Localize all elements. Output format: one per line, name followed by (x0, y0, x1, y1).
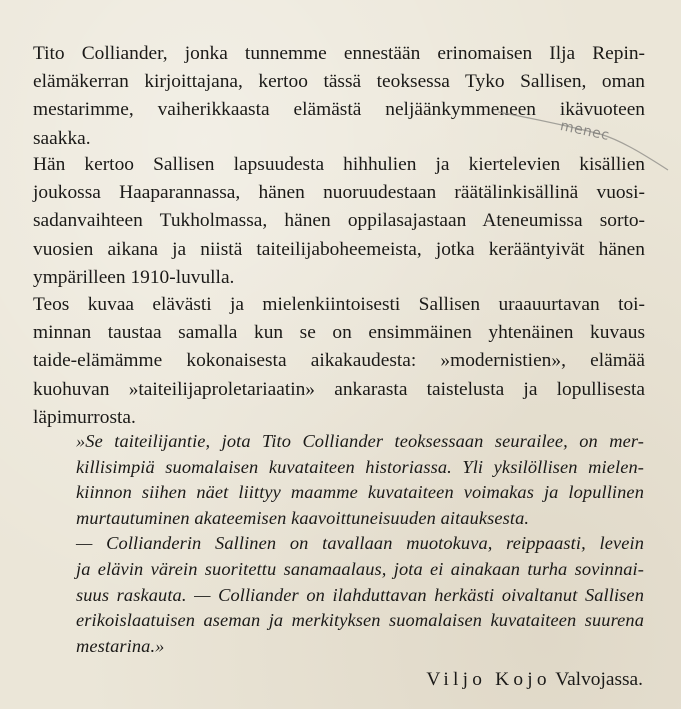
paragraph-3 (33, 291, 645, 432)
quote-line: killisimpiä suomalaisen kuvataiteen historiassa. Yli yksilöllisen mielen- (76, 456, 644, 477)
quote-line: ja elävin värein suoritettu sanamaalaus, jota ei ainakaan turha sovinnai- (76, 558, 644, 579)
paragraph-line: sadanvaihteen Tukholmassa, hänen oppilasajastaan Ateneumissa sorto- (33, 210, 645, 232)
quote-line: mestarina.» (76, 635, 165, 656)
paragraph-line: läpimurrosta. (33, 406, 136, 428)
review-quote (76, 429, 644, 659)
paragraph-line: vuosien aikana ja niistä taiteilijaboheemeista, jotka kerääntyivät hänen (33, 238, 645, 260)
attribution-name: Viljo Kojo (426, 669, 551, 690)
quote-line: — Collianderin Sallinen on tavallaan muotokuva, reippaasti, levein (76, 533, 644, 554)
paragraph-line: ympärilleen 1910-luvulla. (33, 266, 235, 288)
paragraph-1 (33, 40, 645, 153)
quote-line: kiinnon siihen näet liittyy maamme kuvataiteen voimakas ja lopullinen (76, 482, 644, 503)
paragraph-line: minnan taustaa samalla kun se on ensimmäinen yhtenäinen kuvaus (33, 322, 645, 344)
paragraph-line: kuohuvan »taiteilijaproletariaatin» ankarasta taistelusta ja lopullisesta (33, 378, 645, 400)
paragraph-line: Hän kertoo Sallisen lapsuudesta hihhulien ja kiertelevien kisällien (33, 154, 645, 175)
paragraph-line: saakka. (33, 127, 91, 149)
quote-line: suus raskauta. — Colliander on ilahduttavan herkästi oivaltanut Sallisen (76, 584, 644, 605)
quote-line: »Se taiteilijantie, jota Tito Colliander teoksessaan seurailee, on mer- (76, 431, 644, 451)
attribution-source: Valvojassa. (555, 669, 643, 690)
quote-line: murtautuminen akateemisen kaavoittuneisuuden aitauksesta. (76, 507, 530, 528)
paragraph-line: Tito Colliander, jonka tunnemme ennestään erinomaisen Ilja Repin- (33, 43, 645, 64)
handwritten-note: menec (558, 118, 611, 145)
paragraph-line: mestarimme, vaiherikkaasta elämästä neljäänkymmeneen ikävuoteen (33, 99, 645, 121)
quote-attribution (426, 666, 643, 694)
paragraph-line: joukossa Haaparannassa, hänen nuoruudestaan räätälinkisällinä vuosi- (33, 182, 645, 204)
paragraph-line: taide-elämämme kokonaisesta aikakaudesta: »modernistien», elämää (33, 350, 645, 372)
paragraph-line: Teos kuvaa elävästi ja mielenkiintoisesti Sallisen uraauurtavan toi- (33, 294, 645, 315)
quote-line: erikoislaatuisen aseman ja merkityksen suomalaisen kuvataiteen suurena (76, 610, 644, 631)
paragraph-line: elämäkerran kirjoittajana, kertoo tässä teoksessa Tyko Sallisen, oman (33, 71, 645, 93)
paragraph-2 (33, 151, 645, 292)
